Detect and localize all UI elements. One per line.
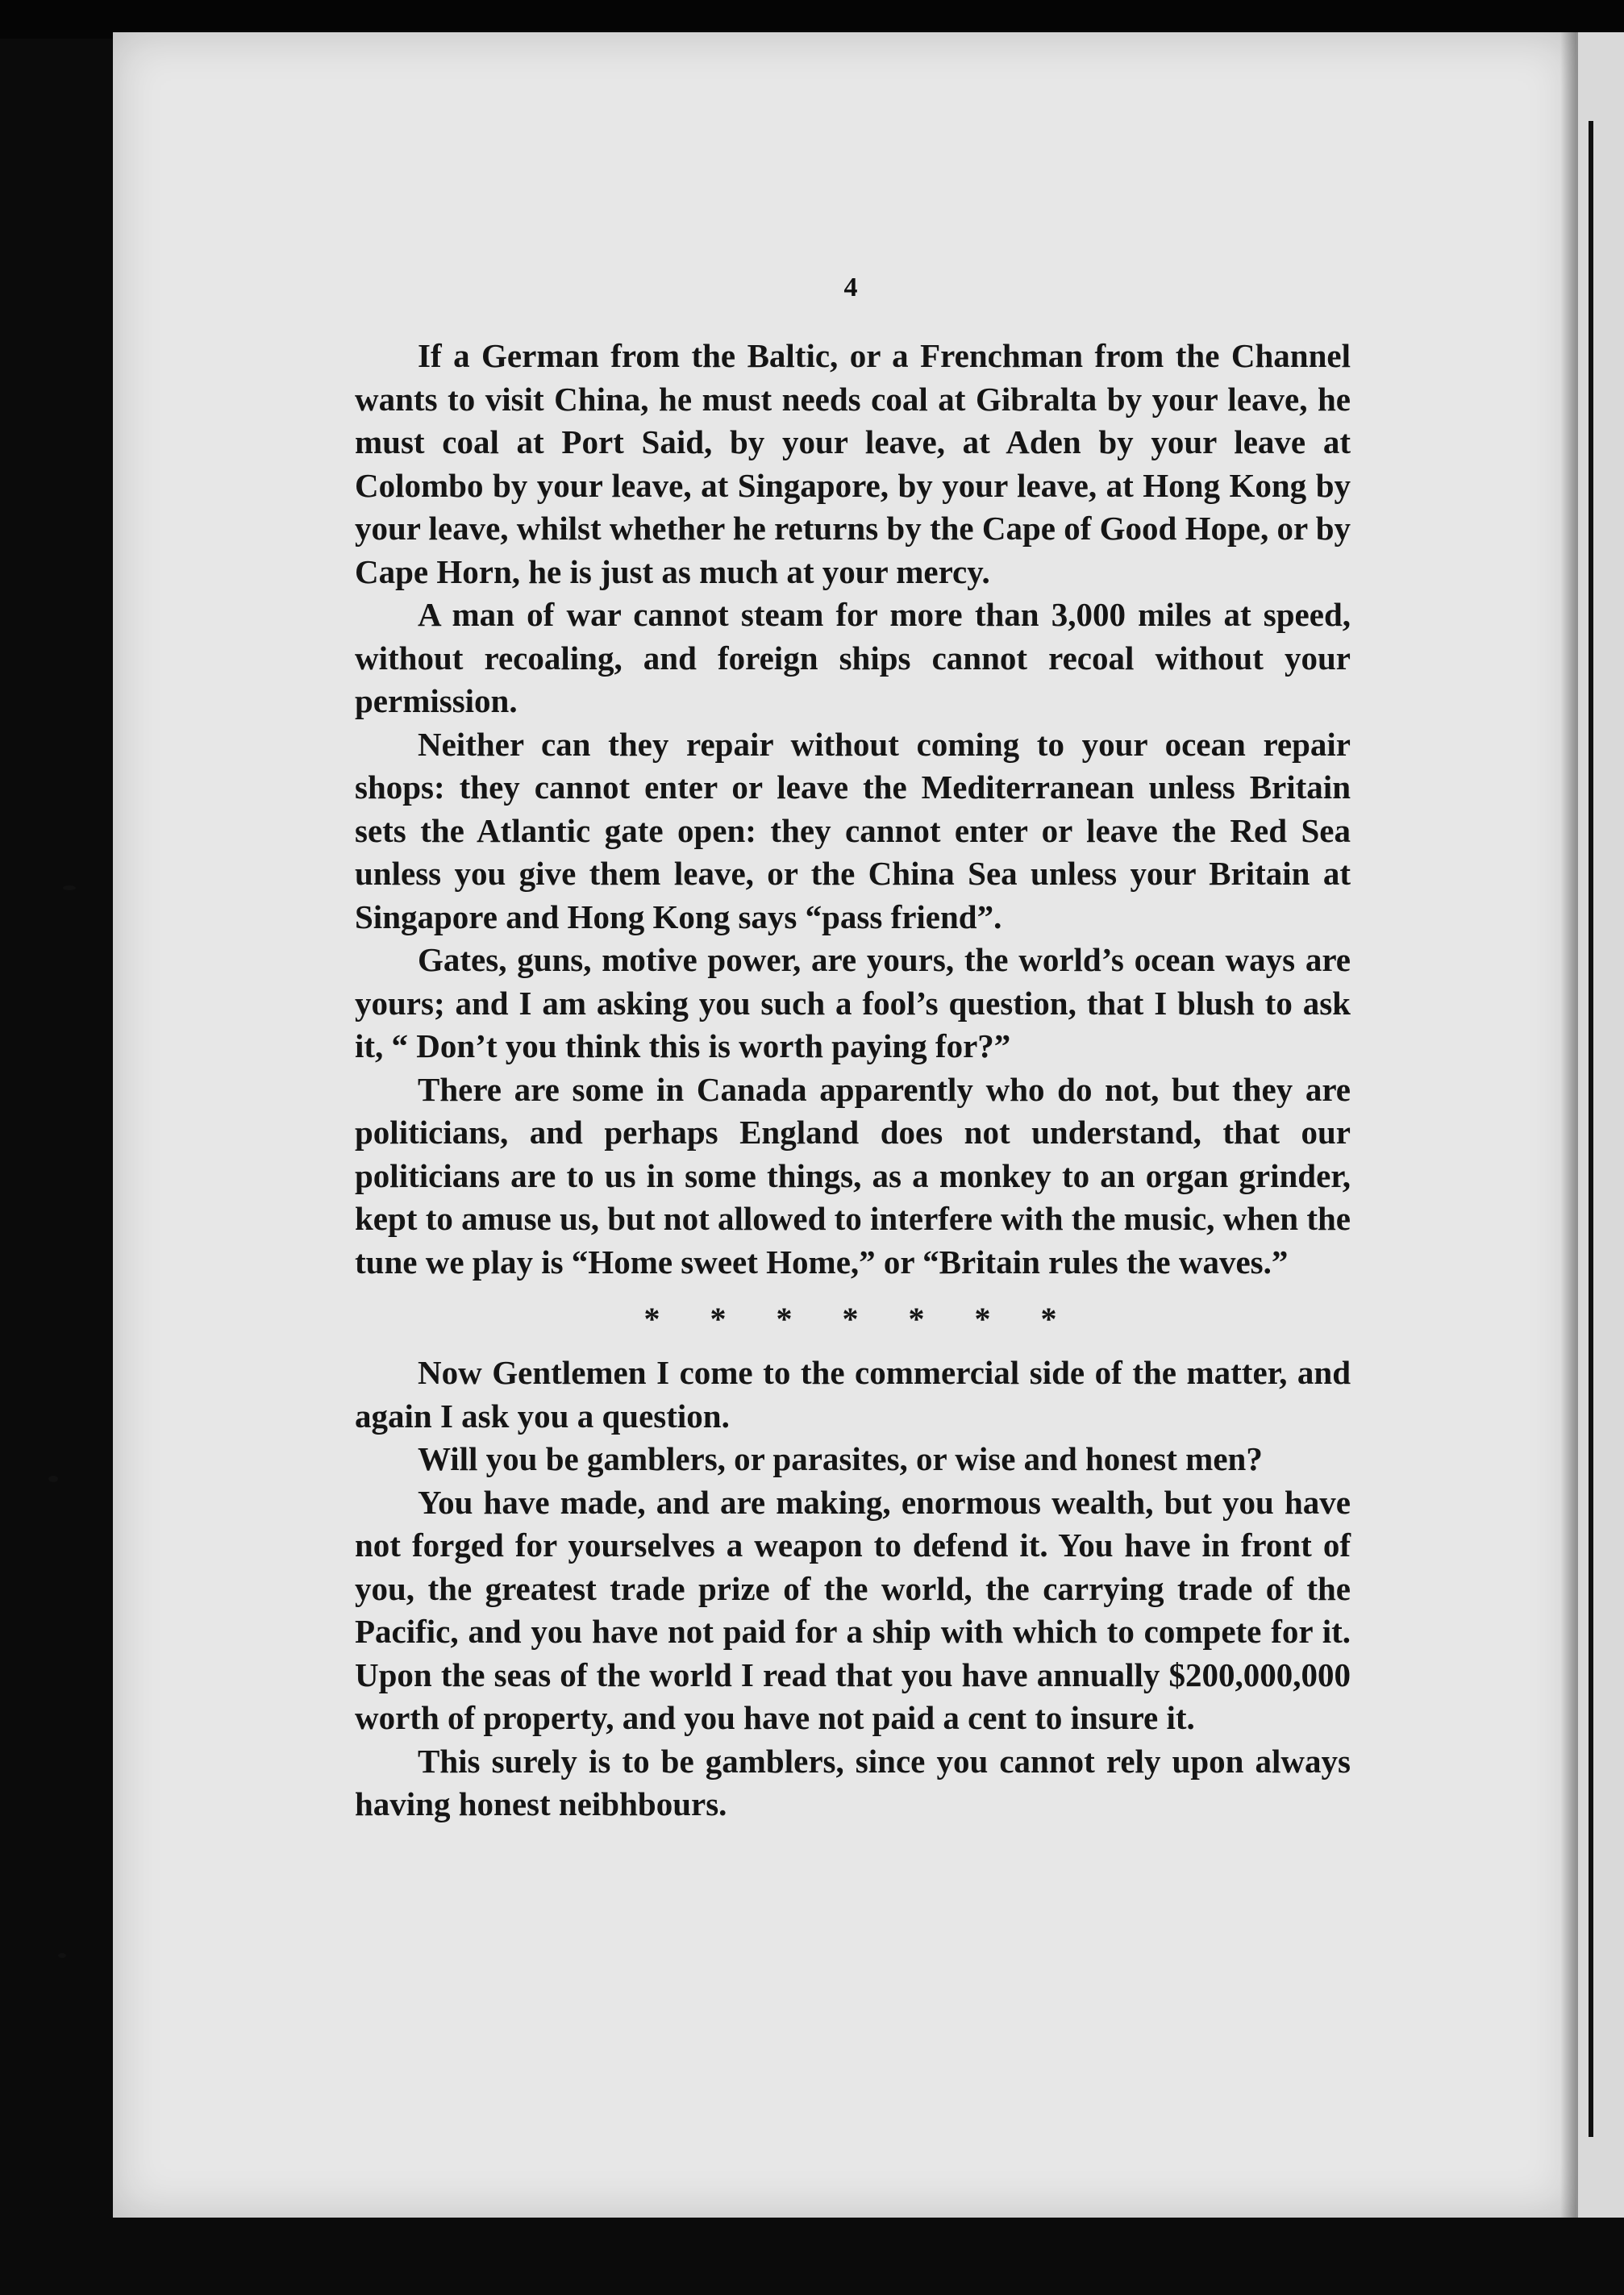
body-text [355, 335, 1351, 1826]
paragraph-commercial-side: Now Gentlemen I come to the commercial side of the matter, and again I ask you a question. [355, 1354, 1351, 1435]
paragraph-man-of-war: A man of war cannot steam for more than 3,000 miles at speed, without recoaling, and foreign ships cannot recoal without your permission. [355, 596, 1351, 719]
page-fold-shadow [1560, 32, 1578, 2218]
scan-speck [58, 1953, 66, 1958]
scan-speck [48, 1476, 58, 1482]
paragraph-gates-guns: Gates, guns, motive power, are yours, the world’s ocean ways are yours; and I am asking you such a fool’s question, that I blush to ask it, “ Don’t you think this is worth paying for?” [355, 941, 1351, 1064]
paragraph-gamblers-question: Will you be gamblers, or parasites, or wise and honest men? [418, 1440, 1263, 1477]
scan-speck [63, 885, 76, 890]
next-page-edge [1576, 32, 1624, 2218]
binding-edge-line [1589, 121, 1593, 2137]
section-separator: * * * * * * * [643, 1301, 1062, 1337]
paragraph-honest-neighbours: This surely is to be gamblers, since you cannot rely upon always having honest neibhbours. [355, 1742, 1351, 1822]
paragraph-german-baltic: If a German from the Baltic, or a Frenchman from the Channel wants to visit China, he must needs coal at Gibralta by your leave, he must coal at Port Said, by your leave, at Aden by your leave at Colombo by your leave, at Singapore, by your leave, at Hong Kong by your leave, whilst whether he returns by the Cape of Good Hope, or by Cape Horn, he is just as much at your mercy. [355, 337, 1351, 590]
page-number: 4 [843, 273, 858, 302]
paragraph-repair-shops: Neither can they repair without coming to your ocean repair shops: they cannot enter or leave the Mediterranean unless Britain sets the Atlantic gate open: they cannot enter or leave the Red Sea unless you give them leave, or the China Sea unless your Britain at Singapore and Hong Kong says “pass friend”. [355, 725, 1351, 935]
paragraph-canada-politicians: There are some in Canada apparently who do not, but they are politicians, and perhaps England does not understand, that our politicians are to us in some things, as a monkey to an organ grinder, kept to amuse us, but not allowed to interfere with the music, when the tune we play is “Home sweet Home,” or “Britain rules the waves.” [355, 1070, 1351, 1281]
paragraph-enormous-wealth: You have made, and are making, enormous wealth, but you have not forged for yourselves a weapon to defend it. You have in front of you, the greatest trade prize of the world, the carrying trade of the Pacific, and you have not paid for a ship with which to compete for it. Upon the seas of the world I read that you have annually $200,000,000 worth of property, and you have not paid a cent to insure it. [355, 1483, 1351, 1736]
